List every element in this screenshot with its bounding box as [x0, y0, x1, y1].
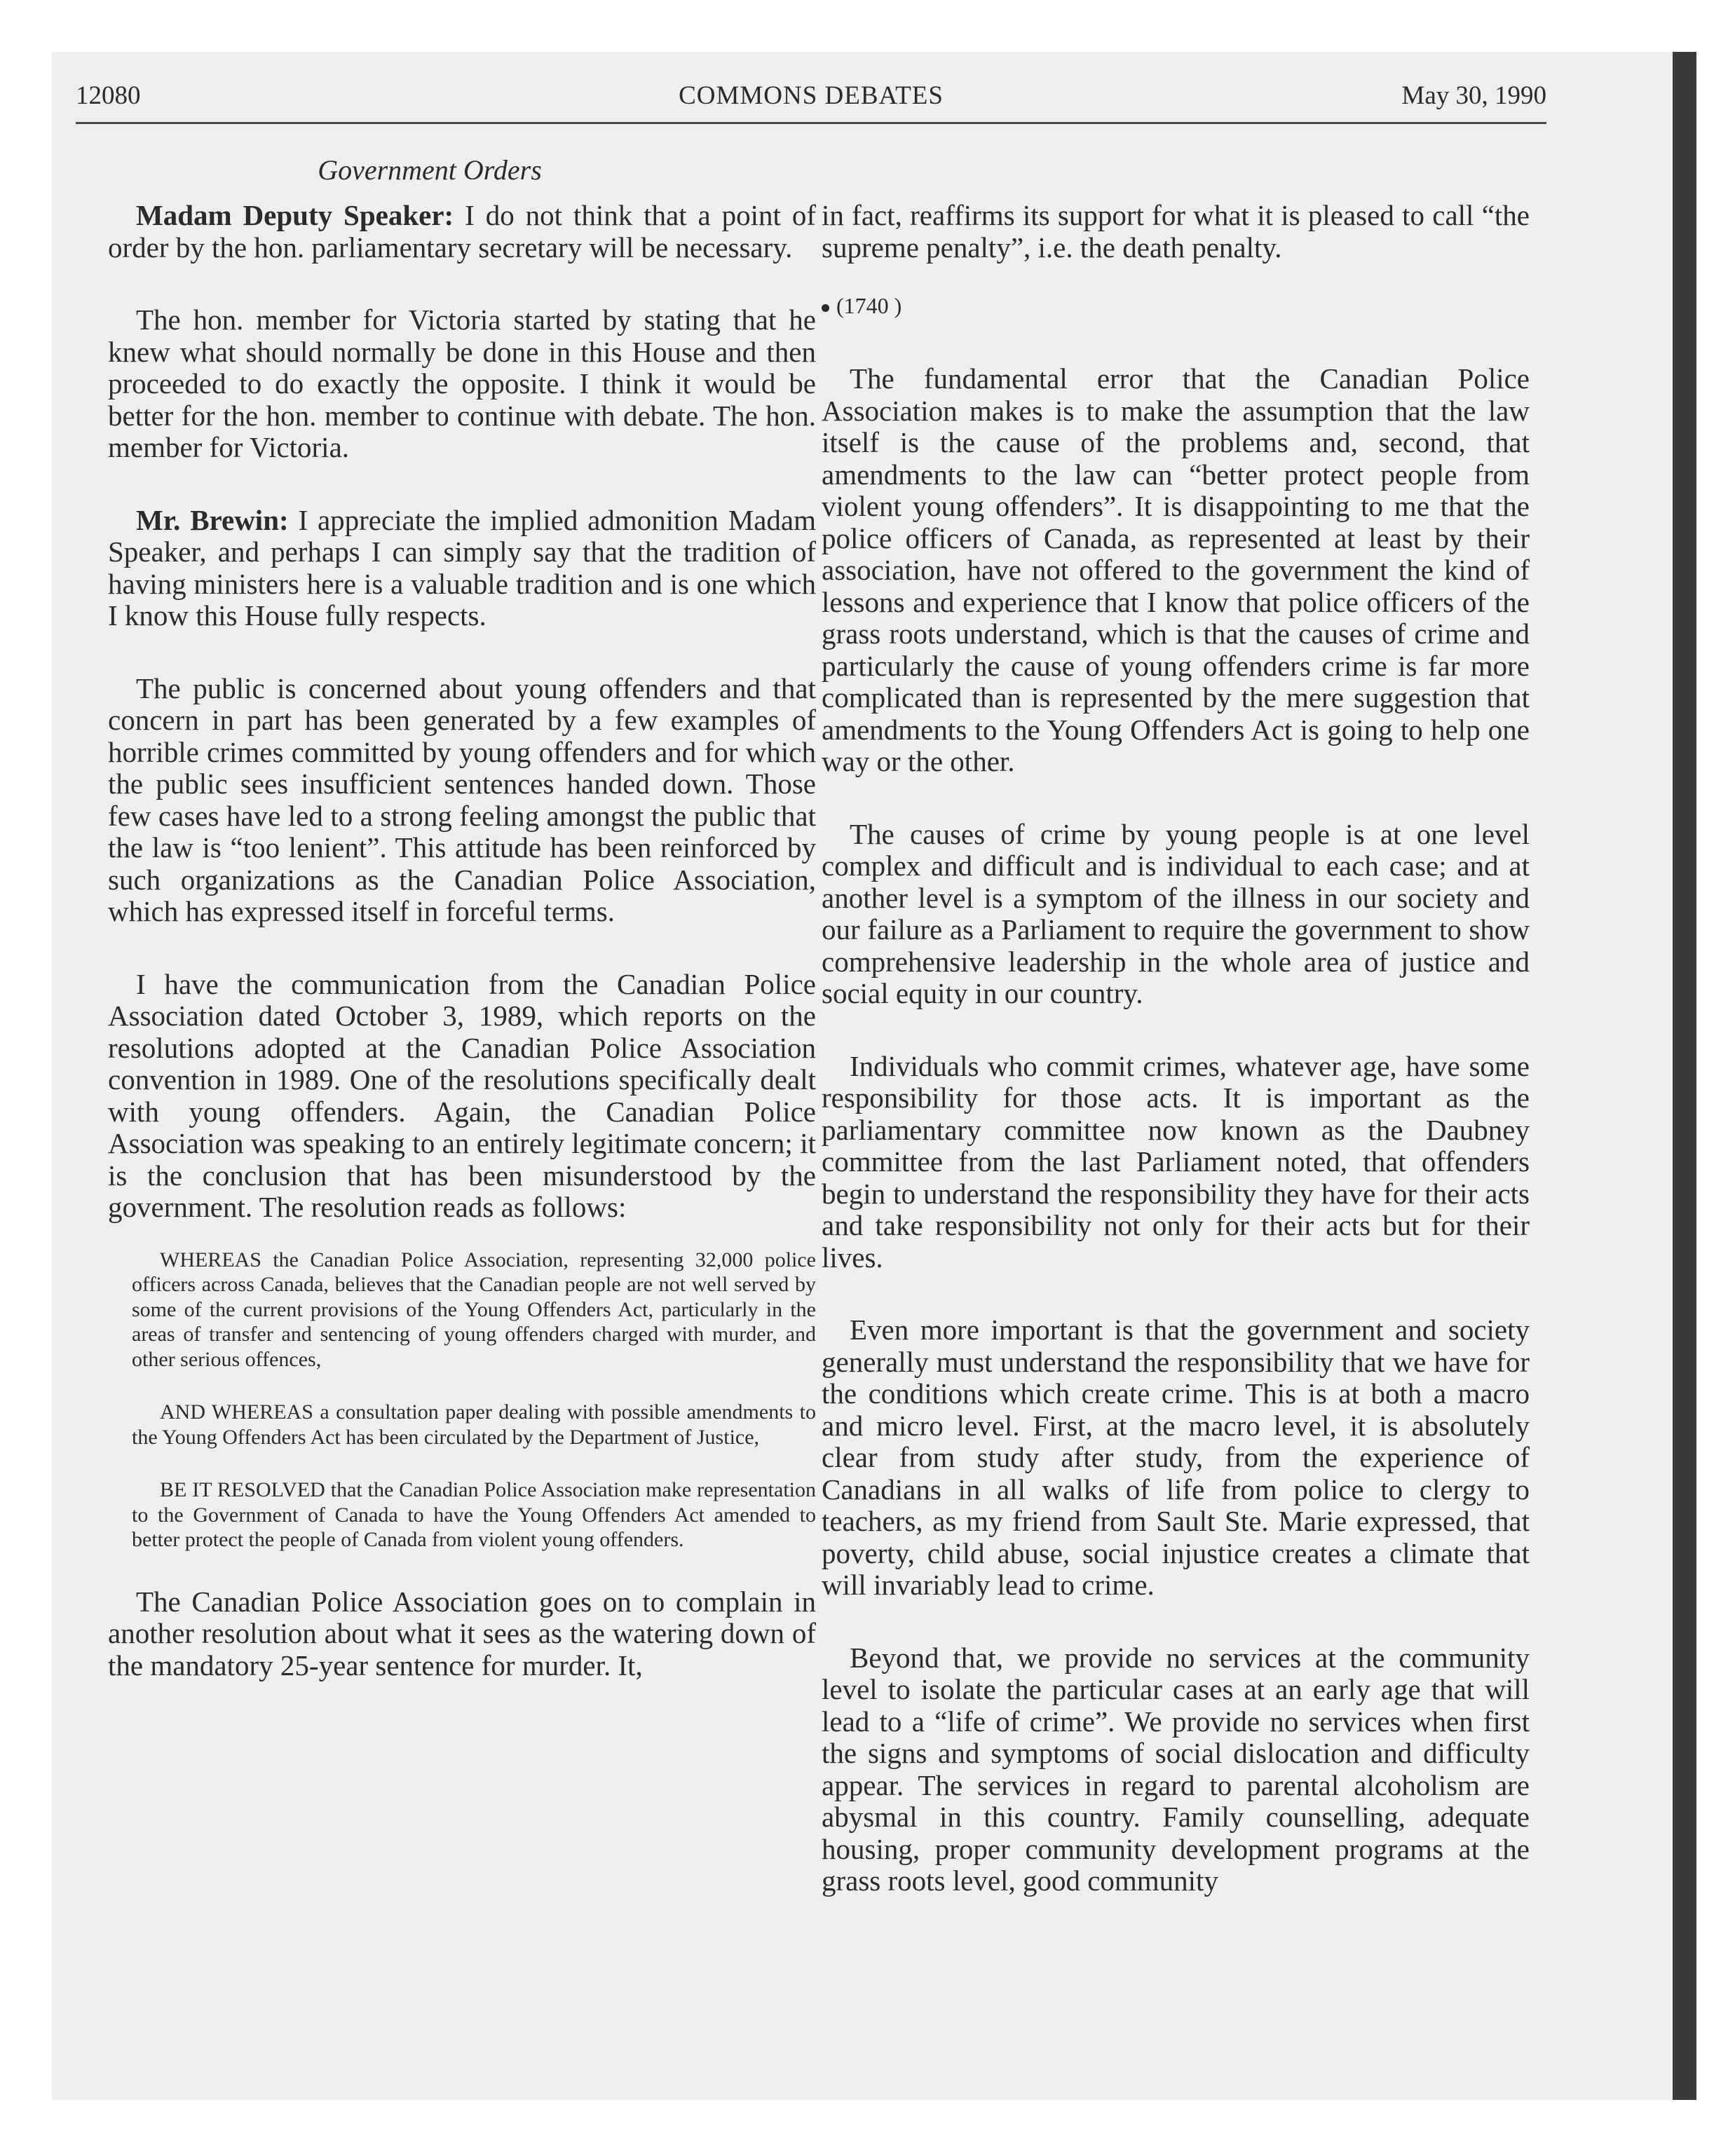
paragraph: in fact, reaffirms its support for what it is pleased to call “the supreme penalty”, i.e. the death penalty. [822, 199, 1530, 264]
paragraph: The public is concerned about young offenders and that concern in part has been generated by a few examples of horrible crimes committed by young offenders and for which the public sees insufficient sentences handed down. Those few cases have led to a strong feeling amongst the public that the law is “too lenient”. This attitude has been reinforced by such organizations as the Canadian Police Association, which has expressed itself in forceful terms. [108, 671, 816, 927]
right-column [822, 200, 1530, 1938]
page-number: 12080 [76, 81, 141, 110]
paragraph: Even more important is that the government and society generally must understand the responsibility that we have for the conditions which create crime. This is at both a macro and micro level. First, at the macro level, it is absolutely clear from study after study, from the experience of Canadians in all walks of life from police to clergy to teachers, as my friend from Sault Ste. Marie expressed, that poverty, child abuse, social injustice creates a climate that will invariably lead to crime. [822, 1314, 1530, 1601]
paragraph: The hon. member for Victoria started by stating that he knew what should normally be done in this House and then proceeded to do exactly the opposite. I think it would be better for the hon. member to continue with debate. The hon. member for Victoria. [108, 303, 816, 463]
resolution-quote: AND WHEREAS a consultation paper dealing with possible amendments to the Young Offenders Act has been circulated by the Department of Justice, [132, 1400, 816, 1449]
speech-text: I appreciate the implied admonition Madam Speaker, and perhaps I can simply say that the tradition of having ministers here is a valuable tradition and is one which I know this House fully respects. [108, 503, 816, 632]
resolution-quote: WHEREAS the Canadian Police Association, representing 32,000 police officers across Canada, believes that the Canadian people are not well served by some of the current provisions of the Young Offenders Act, particularly in the areas of transfer and sentencing of young offenders charged with murder, and other serious offences, [132, 1248, 816, 1371]
paragraph: Individuals who commit crimes, whatever age, have some responsibility for those acts. It is important as the parliamentary committee now known as the Daubney committee from the last Parliament noted, that offenders begin to understand the responsibility they have for their acts and take responsibility not only for their acts but for their lives. [822, 1049, 1530, 1274]
paragraph: The causes of crime by young people is at one level complex and difficult and is individual to each case; and at another level is a symptom of the illness in our society and our failure as a Parliament to require the government to show comprehensive leadership in the whole area of justice and social equity in our country. [822, 817, 1530, 1009]
paragraph: The Canadian Police Association goes on to complain in another resolution about what it sees as the watering down of the mandatory 25-year sentence for murder. It, [108, 1585, 816, 1681]
resolution-quote: BE IT RESOLVED that the Canadian Police Association make representation to the Government of Canada to have the Young Offenders Act amended to better protect the people of Canada from violent young offenders. [132, 1478, 816, 1551]
page-header [76, 79, 1546, 114]
scan-edge-shadow [1673, 52, 1696, 2100]
publication-title: COMMONS DEBATES [679, 81, 944, 110]
time-marker [822, 292, 1530, 320]
paragraph [108, 505, 816, 632]
paragraph: The fundamental error that the Canadian Police Association makes is to make the assumption that the law itself is the cause of the problems and, second, that amendments to the law can “better protect people from violent young offenders”. It is disappointing to me that the police officers of Canada, as represented at least by their association, have not offered to the government the kind of lessons and experience that I know that police officers of the grass roots understand, which is that the causes of crime and particularly the cause of young offenders crime is far more complicated than is represented by the mere suggestion that amendments to the Young Offenders Act is going to help one way or the other. [822, 362, 1530, 777]
bullet-icon [822, 304, 829, 312]
paragraph: Beyond that, we provide no services at the community level to isolate the particular cases at an early age that will lead to a “life of crime”. We provide no services when first the signs and symptoms of social dislocation and difficulty appear. The services in regard to parental alcoholism are abysmal in this country. Family counselling, adequate housing, proper community development programs at the grass roots level, good community [822, 1641, 1530, 1897]
time-marker-text: (1740 ) [836, 293, 902, 318]
paragraph [108, 200, 816, 264]
speaker-name: Madam Deputy Speaker: [136, 199, 454, 231]
speaker-name: Mr. Brewin: [136, 503, 289, 536]
left-column [108, 200, 816, 1722]
speech-text: I do not think that a point of order by the hon. parliamentary secretary will be necessary. [108, 199, 816, 264]
section-title: Government Orders [318, 154, 542, 186]
publication-date: May 30, 1990 [1401, 81, 1546, 110]
paragraph: I have the communication from the Canadian Police Association dated October 3, 1989, which reports on the resolutions adopted at the Canadian Police Association convention in 1989. One of the resolutions specifically dealt with young offenders. Again, the Canadian Police Association was speaking to an entirely legitimate concern; it is the conclusion that has been misunderstood by the government. The resolution reads as follows: [108, 967, 816, 1223]
header-rule [76, 122, 1546, 124]
